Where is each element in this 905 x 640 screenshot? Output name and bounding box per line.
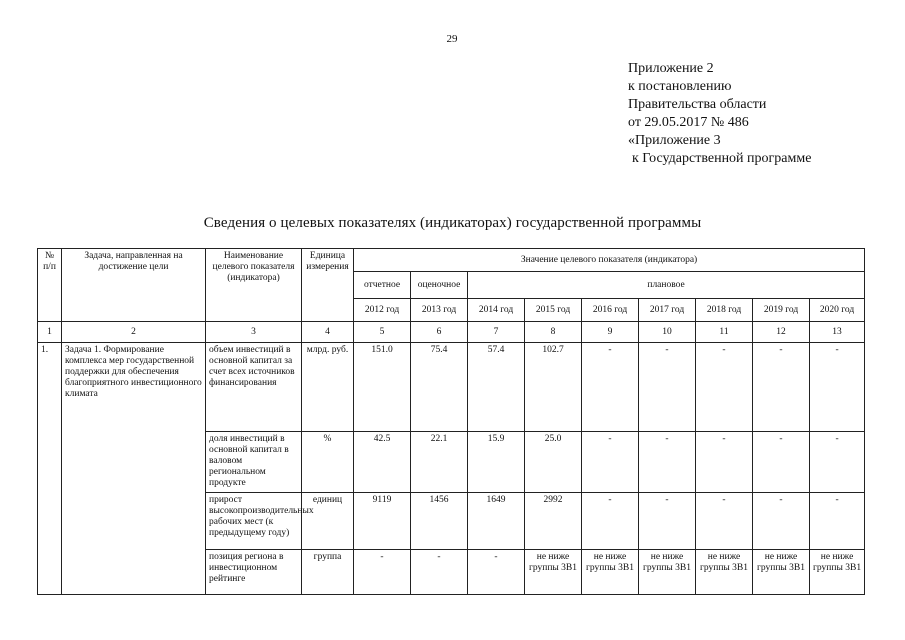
header-unit: Единица измерения	[302, 249, 354, 322]
indicator-value: -	[696, 432, 753, 493]
header-year: 2019 год	[753, 299, 810, 322]
header-num: № п/п	[38, 249, 62, 322]
indicator-value: не ниже группы 3В1	[525, 550, 582, 595]
indicator-value: 57.4	[468, 343, 525, 432]
indicator-value: -	[468, 550, 525, 595]
header-year: 2020 год	[810, 299, 865, 322]
header-year: 2014 год	[468, 299, 525, 322]
indicator-value: -	[411, 550, 468, 595]
header-task: Задача, направленная на достижение цели	[62, 249, 206, 322]
indicator-unit: млрд. руб.	[302, 343, 354, 432]
indicator-value: не ниже группы 3В1	[639, 550, 696, 595]
column-number: 13	[810, 322, 865, 343]
appendix-block	[628, 60, 811, 168]
indicators-table	[37, 248, 865, 595]
indicator-value: -	[582, 493, 639, 550]
column-number: 12	[753, 322, 810, 343]
column-number: 5	[354, 322, 411, 343]
appendix-line: к Государственной программе	[632, 151, 812, 166]
table-row	[38, 343, 865, 432]
column-number: 11	[696, 322, 753, 343]
column-number: 8	[525, 322, 582, 343]
indicator-value: -	[354, 550, 411, 595]
header-estimated: оценочное	[411, 272, 468, 299]
indicator-value: 9119	[354, 493, 411, 550]
column-number-row	[38, 322, 865, 343]
header-year: 2013 год	[411, 299, 468, 322]
indicator-value: -	[582, 343, 639, 432]
indicator-value: 42.5	[354, 432, 411, 493]
indicator-unit: группа	[302, 550, 354, 595]
appendix-line: к постановлению	[628, 79, 732, 94]
header-reported: отчетное	[354, 272, 411, 299]
column-number: 4	[302, 322, 354, 343]
column-number: 9	[582, 322, 639, 343]
indicator-value: 1649	[468, 493, 525, 550]
column-number: 6	[411, 322, 468, 343]
indicator-value: не ниже группы 3В1	[753, 550, 810, 595]
indicator-value: 102.7	[525, 343, 582, 432]
header-year: 2012 год	[354, 299, 411, 322]
header-year: 2015 год	[525, 299, 582, 322]
task-number: 1.	[38, 343, 62, 595]
indicator-value: -	[810, 343, 865, 432]
indicator-value: -	[753, 343, 810, 432]
indicator-value: 15.9	[468, 432, 525, 493]
indicator-value: не ниже группы 3В1	[582, 550, 639, 595]
indicator-value: -	[639, 432, 696, 493]
column-number: 1	[38, 322, 62, 343]
appendix-line: «Приложение 3	[628, 133, 721, 148]
header-planned: плановое	[468, 272, 865, 299]
indicator-value: 25.0	[525, 432, 582, 493]
header-row-1	[38, 249, 865, 272]
header-year: 2016 год	[582, 299, 639, 322]
column-number: 2	[62, 322, 206, 343]
indicator-name: позиция региона в инвестиционном рейтинге	[206, 550, 302, 595]
header-year: 2017 год	[639, 299, 696, 322]
column-number: 7	[468, 322, 525, 343]
indicator-value: -	[696, 343, 753, 432]
indicator-value: -	[696, 493, 753, 550]
indicator-value: -	[639, 343, 696, 432]
appendix-line: Приложение 2	[628, 61, 714, 76]
appendix-line: от 29.05.2017 № 486	[628, 115, 749, 130]
indicator-value: 151.0	[354, 343, 411, 432]
indicator-name: объем инвестиций в основной капитал за счет всех источников финансирования	[206, 343, 302, 432]
indicator-value: 75.4	[411, 343, 468, 432]
header-year: 2018 год	[696, 299, 753, 322]
task-text: Задача 1. Формирование комплекса мер государственной поддержки для обеспечения благоприятного инвестиционного климата	[62, 343, 206, 595]
indicator-value: -	[639, 493, 696, 550]
indicator-unit: единиц	[302, 493, 354, 550]
header-indicator: Наименование целевого показателя (индикатора)	[206, 249, 302, 322]
indicator-value: не ниже группы 3В1	[810, 550, 865, 595]
indicator-value: -	[753, 432, 810, 493]
column-number: 10	[639, 322, 696, 343]
indicator-value: 2992	[525, 493, 582, 550]
indicator-value: не ниже группы 3В1	[696, 550, 753, 595]
header-value-group: Значение целевого показателя (индикатора)	[354, 249, 865, 272]
indicator-value: -	[810, 432, 865, 493]
indicator-name: доля инвестиций в основной капитал в валовом региональном продукте	[206, 432, 302, 493]
column-number: 3	[206, 322, 302, 343]
indicator-value: -	[753, 493, 810, 550]
appendix-line: Правительства области	[628, 97, 767, 112]
indicator-value: 22.1	[411, 432, 468, 493]
document-title: Сведения о целевых показателях (индикаторах) государственной программы	[203, 215, 702, 231]
indicator-value: -	[582, 432, 639, 493]
indicator-unit: %	[302, 432, 354, 493]
indicator-value: 1456	[411, 493, 468, 550]
page-number: 29	[446, 33, 458, 45]
indicator-name: прирост высокопроизводительных рабочих мест (к предыдущему году)	[206, 493, 302, 550]
indicator-value: -	[810, 493, 865, 550]
